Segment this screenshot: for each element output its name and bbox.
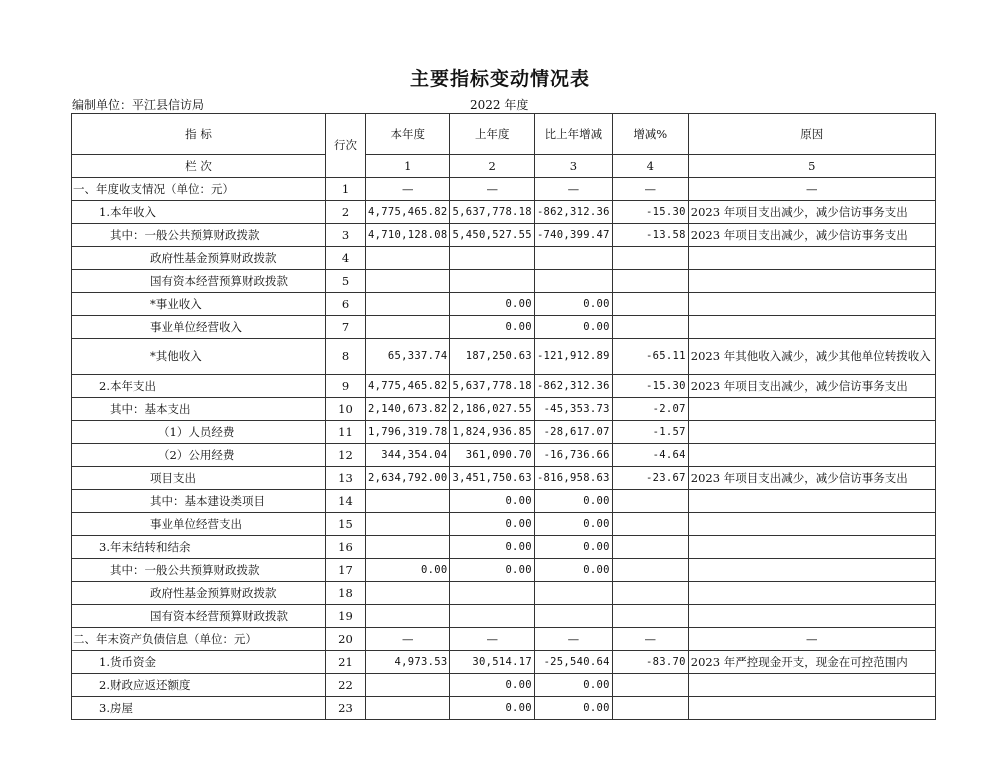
cell-last-year: 0.00: [450, 293, 534, 316]
table-row: [72, 178, 936, 201]
cell-change: 0.00: [534, 513, 612, 536]
report-title: 主要指标变动情况表: [409, 68, 590, 90]
col-num: 1: [366, 155, 450, 178]
cell-change-pct: [612, 513, 688, 536]
cell-change-pct: [612, 247, 688, 270]
header-col-label: 栏 次: [72, 155, 326, 178]
cell-change-pct: -23.67: [612, 467, 688, 490]
cell-change: 0.00: [534, 559, 612, 582]
row-indicator-name: 事业单位经营支出: [72, 513, 326, 536]
cell-last-year: 0.00: [450, 513, 534, 536]
cell-change: -25,540.64: [534, 651, 612, 674]
cell-reason: —: [688, 178, 935, 201]
unit-label: 编制单位：平江县信访局: [72, 98, 205, 112]
cell-this-year: 4,775,465.82: [366, 375, 450, 398]
cell-this-year: [366, 582, 450, 605]
table-row: [72, 467, 936, 490]
cell-change: -816,958.63: [534, 467, 612, 490]
cell-reason: 2023 年项目支出减少，减少信访事务支出: [688, 224, 935, 247]
row-number: 21: [326, 651, 366, 674]
cell-change-pct: -65.11: [612, 339, 688, 375]
cell-change: -45,353.73: [534, 398, 612, 421]
row-indicator-name: 其中：基本支出: [72, 398, 326, 421]
cell-this-year: [366, 490, 450, 513]
table-row: [72, 513, 936, 536]
row-number: 18: [326, 582, 366, 605]
cell-change: —: [534, 628, 612, 651]
cell-reason: [688, 697, 935, 720]
table-row: [72, 201, 936, 224]
cell-reason: [688, 444, 935, 467]
cell-last-year: 0.00: [450, 697, 534, 720]
table-row: [72, 339, 936, 375]
cell-change-pct: -13.58: [612, 224, 688, 247]
cell-reason: [688, 490, 935, 513]
cell-last-year: 5,637,778.18: [450, 375, 534, 398]
row-indicator-name: 政府性基金预算财政拨款: [72, 582, 326, 605]
row-number: 13: [326, 467, 366, 490]
cell-this-year: 4,710,128.08: [366, 224, 450, 247]
cell-change-pct: -83.70: [612, 651, 688, 674]
header-last-year: 上年度: [450, 114, 534, 155]
cell-this-year: [366, 293, 450, 316]
cell-reason: [688, 582, 935, 605]
cell-last-year: 0.00: [450, 490, 534, 513]
row-number: 14: [326, 490, 366, 513]
cell-change-pct: -1.57: [612, 421, 688, 444]
col-num: 2: [450, 155, 534, 178]
cell-change: 0.00: [534, 490, 612, 513]
table-row: [72, 605, 936, 628]
row-number: 16: [326, 536, 366, 559]
cell-change-pct: -15.30: [612, 375, 688, 398]
row-number: 15: [326, 513, 366, 536]
cell-reason: [688, 247, 935, 270]
cell-reason: 2023 年项目支出减少，减少信访事务支出: [688, 467, 935, 490]
cell-change-pct: [612, 270, 688, 293]
cell-last-year: [450, 247, 534, 270]
cell-change-pct: [612, 559, 688, 582]
cell-reason: [688, 605, 935, 628]
row-indicator-name: 国有资本经营预算财政拨款: [72, 270, 326, 293]
table-row: [72, 375, 936, 398]
cell-this-year: 4,973.53: [366, 651, 450, 674]
cell-last-year: 0.00: [450, 536, 534, 559]
table-row: [72, 421, 936, 444]
cell-reason: [688, 536, 935, 559]
table-row: [72, 697, 936, 720]
cell-this-year: [366, 674, 450, 697]
row-indicator-name: 2.财政应返还额度: [72, 674, 326, 697]
col-num: 5: [688, 155, 935, 178]
row-indicator-name: 二、年末资产负债信息（单位：元）: [72, 628, 326, 651]
cell-last-year: 0.00: [450, 674, 534, 697]
cell-change-pct: [612, 697, 688, 720]
cell-change: -28,617.07: [534, 421, 612, 444]
cell-this-year: —: [366, 178, 450, 201]
row-number: 4: [326, 247, 366, 270]
row-indicator-name: （1）人员经费: [72, 421, 326, 444]
cell-change-pct: -15.30: [612, 201, 688, 224]
row-indicator-name: 其中：一般公共预算财政拨款: [72, 559, 326, 582]
row-indicator-name: 一、年度收支情况（单位：元）: [72, 178, 326, 201]
cell-this-year: [366, 536, 450, 559]
row-number: 17: [326, 559, 366, 582]
cell-this-year: 4,775,465.82: [366, 201, 450, 224]
row-indicator-name: *事业收入: [72, 293, 326, 316]
header-this-year: 本年度: [366, 114, 450, 155]
cell-reason: 2023 年其他收入减少，减少其他单位转拨收入: [688, 339, 935, 375]
header-reason: 原因: [688, 114, 935, 155]
cell-last-year: 1,824,936.85: [450, 421, 534, 444]
header-indicator: 指 标: [72, 114, 326, 155]
cell-this-year: —: [366, 628, 450, 651]
cell-last-year: 2,186,027.55: [450, 398, 534, 421]
cell-last-year: —: [450, 178, 534, 201]
cell-change-pct: [612, 582, 688, 605]
header-change-pct: 增减%: [612, 114, 688, 155]
table-row: [72, 674, 936, 697]
row-indicator-name: 其中：基本建设类项目: [72, 490, 326, 513]
cell-change-pct: —: [612, 628, 688, 651]
cell-last-year: [450, 605, 534, 628]
row-number: 8: [326, 339, 366, 375]
row-indicator-name: 其中：一般公共预算财政拨款: [72, 224, 326, 247]
header-row: [72, 114, 936, 155]
cell-last-year: 30,514.17: [450, 651, 534, 674]
table-row: [72, 628, 936, 651]
col-num: 3: [534, 155, 612, 178]
table-row: [72, 247, 936, 270]
cell-change: -121,912.89: [534, 339, 612, 375]
cell-this-year: [366, 605, 450, 628]
cell-change: [534, 605, 612, 628]
row-number: 23: [326, 697, 366, 720]
cell-change-pct: [612, 490, 688, 513]
row-number: 11: [326, 421, 366, 444]
cell-change-pct: [612, 536, 688, 559]
header-change: 比上年增减: [534, 114, 612, 155]
cell-change-pct: -2.07: [612, 398, 688, 421]
cell-last-year: 5,637,778.18: [450, 201, 534, 224]
column-number-row: [72, 155, 936, 178]
row-number: 20: [326, 628, 366, 651]
row-number: 10: [326, 398, 366, 421]
table-row: [72, 398, 936, 421]
cell-reason: [688, 559, 935, 582]
row-indicator-name: （2）公用经费: [72, 444, 326, 467]
row-indicator-name: 政府性基金预算财政拨款: [72, 247, 326, 270]
cell-last-year: 3,451,750.63: [450, 467, 534, 490]
row-number: 22: [326, 674, 366, 697]
row-number: 12: [326, 444, 366, 467]
cell-last-year: 187,250.63: [450, 339, 534, 375]
cell-reason: [688, 270, 935, 293]
col-num: 4: [612, 155, 688, 178]
table-row: [72, 559, 936, 582]
cell-change: [534, 270, 612, 293]
cell-change: 0.00: [534, 674, 612, 697]
cell-last-year: —: [450, 628, 534, 651]
cell-change-pct: [612, 674, 688, 697]
row-indicator-name: 项目支出: [72, 467, 326, 490]
cell-this-year: 2,634,792.00: [366, 467, 450, 490]
row-number: 6: [326, 293, 366, 316]
cell-last-year: 361,090.70: [450, 444, 534, 467]
cell-last-year: [450, 270, 534, 293]
cell-change: 0.00: [534, 293, 612, 316]
table-row: [72, 293, 936, 316]
row-indicator-name: 1.货币资金: [72, 651, 326, 674]
cell-this-year: [366, 247, 450, 270]
cell-this-year: [366, 513, 450, 536]
cell-change: —: [534, 178, 612, 201]
table-row: [72, 316, 936, 339]
cell-this-year: 1,796,319.78: [366, 421, 450, 444]
cell-reason: [688, 421, 935, 444]
table-row: [72, 582, 936, 605]
cell-last-year: [450, 582, 534, 605]
row-indicator-name: 3.房屋: [72, 697, 326, 720]
cell-change: -862,312.36: [534, 375, 612, 398]
cell-change-pct: [612, 605, 688, 628]
table-row: [72, 224, 936, 247]
cell-last-year: 5,450,527.55: [450, 224, 534, 247]
row-number: 2: [326, 201, 366, 224]
cell-reason: 2023 年项目支出减少，减少信访事务支出: [688, 201, 935, 224]
row-indicator-name: 2.本年支出: [72, 375, 326, 398]
cell-reason: [688, 293, 935, 316]
cell-reason: [688, 674, 935, 697]
row-number: 1: [326, 178, 366, 201]
cell-change: -862,312.36: [534, 201, 612, 224]
cell-reason: [688, 316, 935, 339]
table-row: [72, 444, 936, 467]
cell-this-year: 344,354.04: [366, 444, 450, 467]
cell-this-year: 0.00: [366, 559, 450, 582]
row-number: 9: [326, 375, 366, 398]
cell-change-pct: -4.64: [612, 444, 688, 467]
cell-change: 0.00: [534, 697, 612, 720]
cell-change: [534, 247, 612, 270]
cell-reason: 2023 年严控现金开支，现金在可控范围内: [688, 651, 935, 674]
header-row-no: 行次: [326, 114, 366, 178]
cell-reason: [688, 513, 935, 536]
cell-this-year: 2,140,673.82: [366, 398, 450, 421]
cell-change: 0.00: [534, 316, 612, 339]
row-number: 5: [326, 270, 366, 293]
cell-change: -740,399.47: [534, 224, 612, 247]
row-indicator-name: 国有资本经营预算财政拨款: [72, 605, 326, 628]
row-number: 3: [326, 224, 366, 247]
row-indicator-name: 1.本年收入: [72, 201, 326, 224]
cell-this-year: 65,337.74: [366, 339, 450, 375]
row-indicator-name: 3.年末结转和结余: [72, 536, 326, 559]
row-number: 19: [326, 605, 366, 628]
cell-last-year: 0.00: [450, 316, 534, 339]
cell-last-year: 0.00: [450, 559, 534, 582]
cell-reason: —: [688, 628, 935, 651]
cell-this-year: [366, 697, 450, 720]
table-row: [72, 490, 936, 513]
table-row: [72, 270, 936, 293]
cell-change-pct: [612, 316, 688, 339]
cell-reason: [688, 398, 935, 421]
row-indicator-name: *其他收入: [72, 339, 326, 375]
cell-reason: 2023 年项目支出减少，减少信访事务支出: [688, 375, 935, 398]
cell-change: [534, 582, 612, 605]
cell-this-year: [366, 270, 450, 293]
cell-change: -16,736.66: [534, 444, 612, 467]
row-indicator-name: 事业单位经营收入: [72, 316, 326, 339]
table-row: [72, 651, 936, 674]
year-label: 2022 年度: [470, 98, 529, 112]
cell-change-pct: —: [612, 178, 688, 201]
cell-this-year: [366, 316, 450, 339]
cell-change: 0.00: [534, 536, 612, 559]
row-number: 7: [326, 316, 366, 339]
cell-change-pct: [612, 293, 688, 316]
indicator-table: [71, 113, 936, 720]
table-row: [72, 536, 936, 559]
